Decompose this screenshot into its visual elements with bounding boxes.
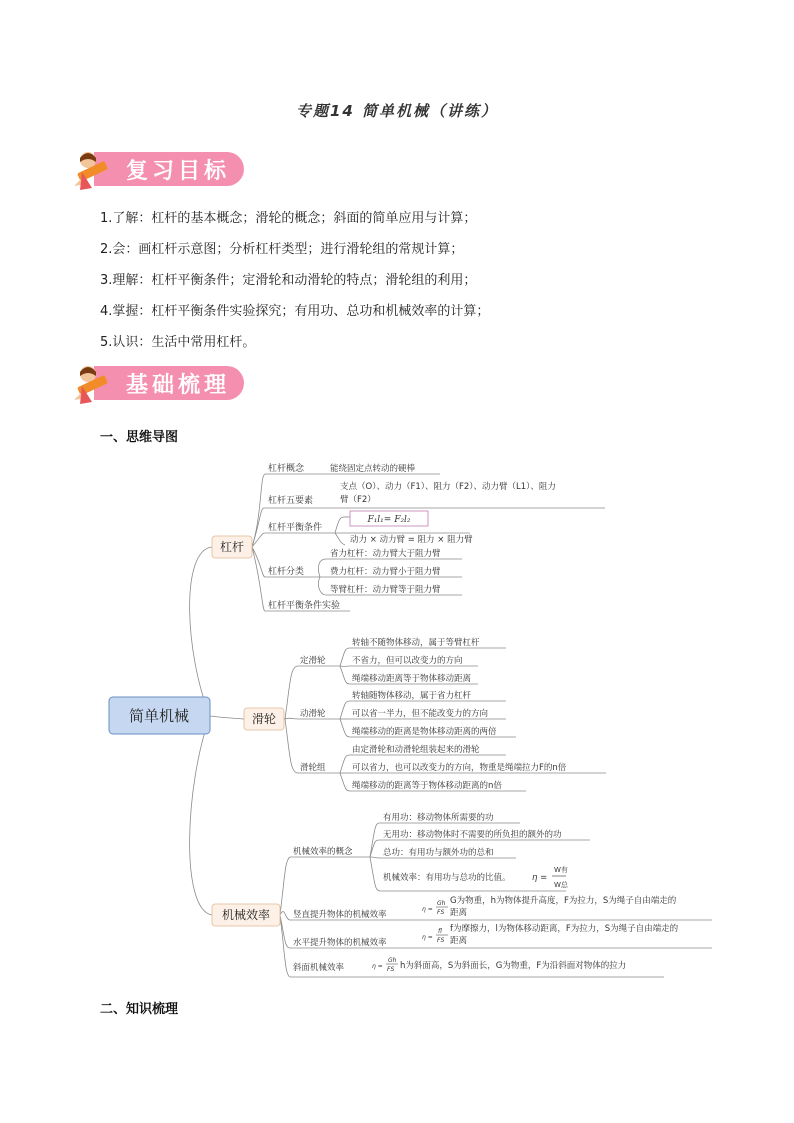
horizontal-desc: 距离 — [450, 936, 468, 946]
review-goals-badge — [70, 148, 270, 188]
efficiency-horizontal: 水平提升物体的机械效率 — [293, 938, 387, 948]
horizontal-desc: f为摩擦力，l为物体移动距离，F为拉力，S为绳子自由端走的 — [450, 924, 679, 934]
pulley-fixed-item: 不省力，但可以改变力的方向 — [352, 656, 463, 666]
efficiency-incline: 斜面机械效率 — [293, 963, 345, 973]
efficiency-item: 机械效率：有用功与总功的比值。 — [383, 873, 511, 883]
goal-item: 1.了解：杠杆的基本概念；滑轮的概念；斜面的简单应用与计算； — [100, 211, 477, 226]
pulley-fixed-item: 绳端移动距离等于物体移动距离 — [352, 674, 472, 684]
incline-denominator: FS — [387, 966, 395, 973]
lever-five-desc: 臂（F2） — [340, 495, 376, 505]
lever-types: 杠杆分类 — [268, 567, 305, 577]
page-title: 专题14 简单机械（讲练） — [295, 102, 499, 120]
goal-item: 5.认识：生活中常用杠杆。 — [100, 335, 256, 350]
section-heading: 一、思维导图 — [100, 430, 179, 445]
pulley-block-item: 可以省力，也可以改变力的方向，物重是绳端拉力F的n倍 — [352, 763, 567, 773]
efficiency-numerator: W有 — [554, 866, 568, 874]
pulley-fixed: 定滑轮 — [300, 656, 326, 666]
badge-label: 基础梳理 — [126, 372, 231, 398]
pulley-block-item: 绳端移动的距离等于物体移动距离的n倍 — [352, 781, 502, 791]
pulley-movable-item: 可以省一半力，但不能改变力的方向 — [352, 709, 489, 719]
lever-type-item: 省力杠杆：动力臂大于阻力臂 — [330, 549, 441, 559]
pulley-movable: 动滑轮 — [300, 709, 326, 719]
badge-label: 复习目标 — [126, 158, 231, 184]
incline-desc: h为斜面高，S为斜面长，G为物重，F为沿斜面对物体的拉力 — [400, 961, 627, 971]
vertical-numerator: Gh — [437, 900, 446, 907]
lever-balance-desc: 动力 × 动力臂 = 阻力 × 阻力臂 — [350, 535, 473, 545]
goal-item: 3.理解：杠杆平衡条件；定滑轮和动滑轮的特点；滑轮组的利用； — [100, 273, 477, 288]
vertical-desc: G为物重，h为物体提升高度，F为拉力，S为绳子自由端走的 — [450, 896, 677, 906]
efficiency-item: 无用功：移动物体时不需要的所负担的额外的功 — [383, 830, 562, 840]
incline-eta: η = — [372, 963, 383, 970]
vertical-eta: η = — [422, 906, 433, 913]
goal-item: 4.掌握：杠杆平衡条件实验探究；有用功、总功和机械效率的计算； — [100, 304, 490, 319]
vertical-desc: 距离 — [450, 908, 468, 918]
efficiency-item: 总功：有用功与额外功的总和 — [383, 848, 494, 858]
pulley-movable-item: 转轴随物体移动，属于省力杠杆 — [352, 691, 472, 701]
lever-five-elements: 杠杆五要素 — [268, 496, 314, 506]
lever-type-item: 费力杠杆：动力臂小于阻力臂 — [330, 567, 441, 577]
efficiency-concept: 机械效率的概念 — [293, 847, 353, 857]
section-heading: 二、知识梳理 — [100, 1002, 179, 1017]
goal-item: 2.会：画杠杆示意图；分析杠杆类型；进行滑轮组的常规计算； — [100, 242, 464, 257]
basics-badge — [70, 362, 270, 402]
mindmap-node-lever-label: 杠杆 — [219, 540, 245, 554]
horizontal-numerator: fl — [438, 928, 442, 935]
vertical-denominator: FS — [437, 909, 445, 916]
mindmap-node-pulley-label: 滑轮 — [251, 712, 277, 726]
lever-five-desc: 支点（O）、动力（F1）、阻力（F2）、动力臂（L1）、阻力 — [340, 482, 556, 492]
horizontal-denominator: FS — [437, 937, 445, 944]
pulley-block: 滑轮组 — [300, 763, 326, 773]
efficiency-eta: η = — [532, 873, 548, 883]
pulley-block-item: 由定滑轮和动滑轮组装起来的滑轮 — [352, 745, 480, 755]
pencil-girl-icon — [70, 362, 110, 410]
pulley-fixed-item: 转轴不随物体移动，属于等臂杠杆 — [352, 638, 480, 648]
lever-concept-desc: 能绕固定点转动的硬棒 — [330, 464, 416, 474]
lever-experiment: 杠杆平衡条件实验 — [268, 601, 341, 611]
lever-concept: 杠杆概念 — [268, 464, 305, 474]
efficiency-denominator: W总 — [554, 881, 568, 889]
lever-formula: F₁l₁= F₂l₂ — [367, 515, 411, 525]
mindmap-node-efficiency-label: 机械效率 — [221, 908, 271, 922]
mindmap-root-label: 简单机械 — [128, 707, 190, 725]
efficiency-vertical: 竖直提升物体的机械效率 — [293, 910, 387, 920]
lever-balance: 杠杆平衡条件 — [268, 523, 323, 533]
incline-numerator: Gh — [388, 957, 397, 964]
efficiency-item: 有用功：移动物体所需要的功 — [383, 813, 494, 823]
pulley-movable-item: 绳端移动的距离是物体移动距离的两倍 — [352, 727, 497, 737]
horizontal-eta: η = — [422, 934, 433, 941]
mind-map — [0, 455, 794, 985]
pencil-girl-icon — [70, 148, 110, 196]
lever-type-item: 等臂杠杆：动力臂等于阻力臂 — [330, 585, 441, 595]
